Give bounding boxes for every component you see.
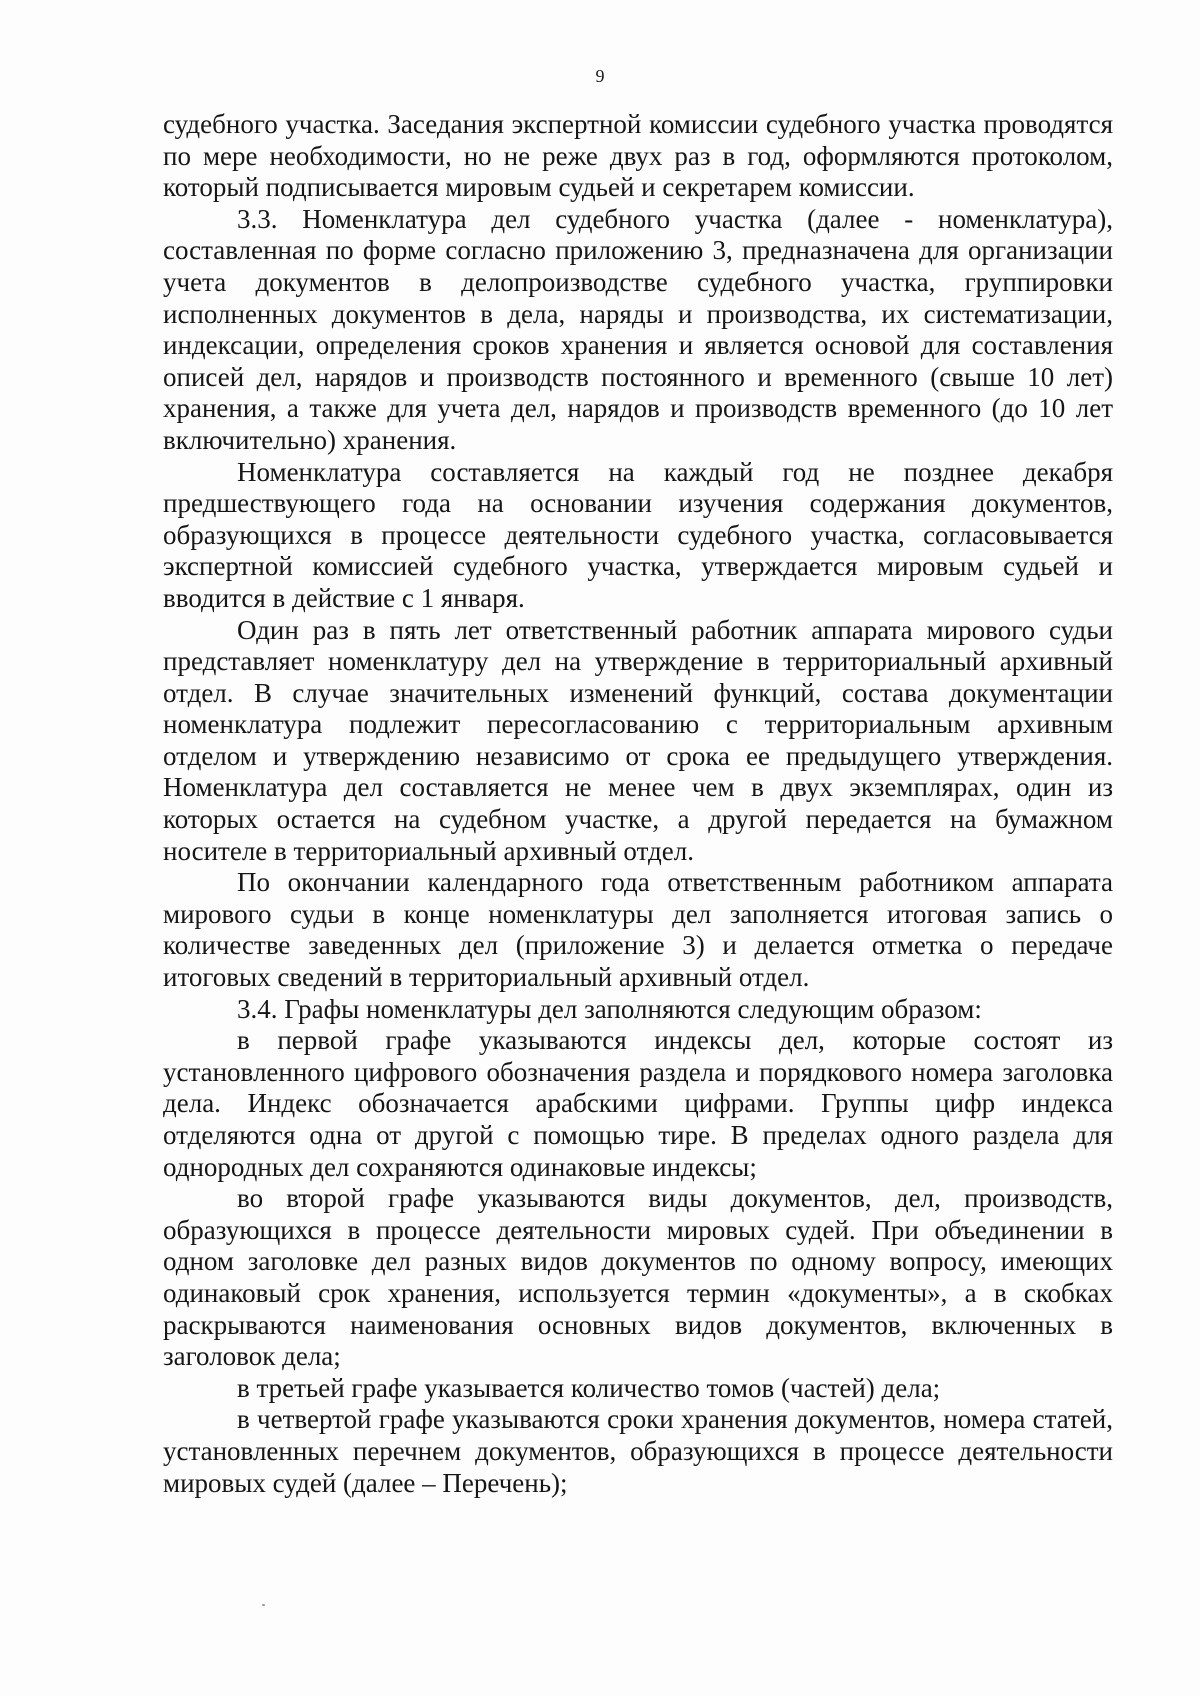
paragraph-nomenclature-annual: Номенклатура составляется на каждый год не позднее декабря предшествующего года на основании изучения содержания документов, образующихся в процессе деятельности судебного участка, согласовывается экспертной комиссией судебного участка, утверждается мировым судьей и вводится в действие с 1 января. [163, 456, 1113, 613]
paragraph-second-column: во второй графе указываются виды документов, дел, производств, образующихся в процессе деятельности мировых судей. При объединении в одном заголовке дел разных видов документов по одному вопросу, имеющих одинаковый срок хранения, используется термин «документы», а в скобках раскрываются наименования основных видов документов, включенных в заголовок дела; [163, 1183, 1113, 1372]
paragraph-fourth-column: в четвертой графе указываются сроки хранения документов, номера статей, установленных перечнем документов, образующихся в процессе деятельности мировых судей (далее – Перечень); [163, 1404, 1113, 1498]
paragraph-first-column: в первой графе указываются индексы дел, которые состоят из установленного цифрового обозначения раздела и порядкового номера заголовка дела. Индекс обозначается арабскими цифрами. Группы цифр индекса отделяются одна от другой с помощью тире. В пределах одного раздела для однородных дел сохраняются одинаковые индексы; [163, 1025, 1113, 1182]
document-body [163, 109, 1113, 1499]
paragraph-third-column: в третьей графе указывается количество томов (частей) дела; [237, 1372, 941, 1403]
page-number: 9 [595, 66, 605, 86]
scan-speck [262, 1604, 265, 1606]
paragraph-year-end-record: По окончании календарного года ответственным работником аппарата мирового судьи в конце номенклатуры дел заполняется итоговая запись о количестве заведенных дел (приложение 3) и делается отметка о передаче итоговых сведений в территориальный архивный отдел. [163, 867, 1113, 993]
paragraph-five-year-approval: Один раз в пять лет ответственный работник аппарата мирового судьи представляет номенклатуру дел на утверждение в территориальный архивный отдел. В случае значительных изменений функций, состава документации номенклатура подлежит пересогласованию с территориальным архивным отделом и утверждению независимо от срока ее предыдущего утверждения. Номенклатура дел составляется не менее чем в двух экземплярах, один из которых остается на судебном участке, а другой передается на бумажном носителе в территориальный архивный отдел. [163, 614, 1113, 866]
paragraph-section-3-4: 3.4. Графы номенклатуры дел заполняются следующим образом: [237, 993, 982, 1024]
paragraph-continuation: судебного участка. Заседания экспертной комиссии судебного участка проводятся по мере необходимости, но не реже двух раз в год, оформляются протоколом, который подписывается мировым судьей и секретарем комиссии. [163, 109, 1113, 203]
paragraph-section-3-3: 3.3. Номенклатура дел судебного участка (далее - номенклатура), составленная по форме согласно приложению 3, предназначена для организации учета документов в делопроизводстве судебного участка, группировки исполненных документов в дела, наряды и производства, их систематизации, индексации, определения сроков хранения и является основой для составления описей дел, нарядов и производств постоянного и временного (свыше 10 лет) хранения, а также для учета дел, нарядов и производств временного (до 10 лет включительно) хранения. [163, 203, 1113, 455]
